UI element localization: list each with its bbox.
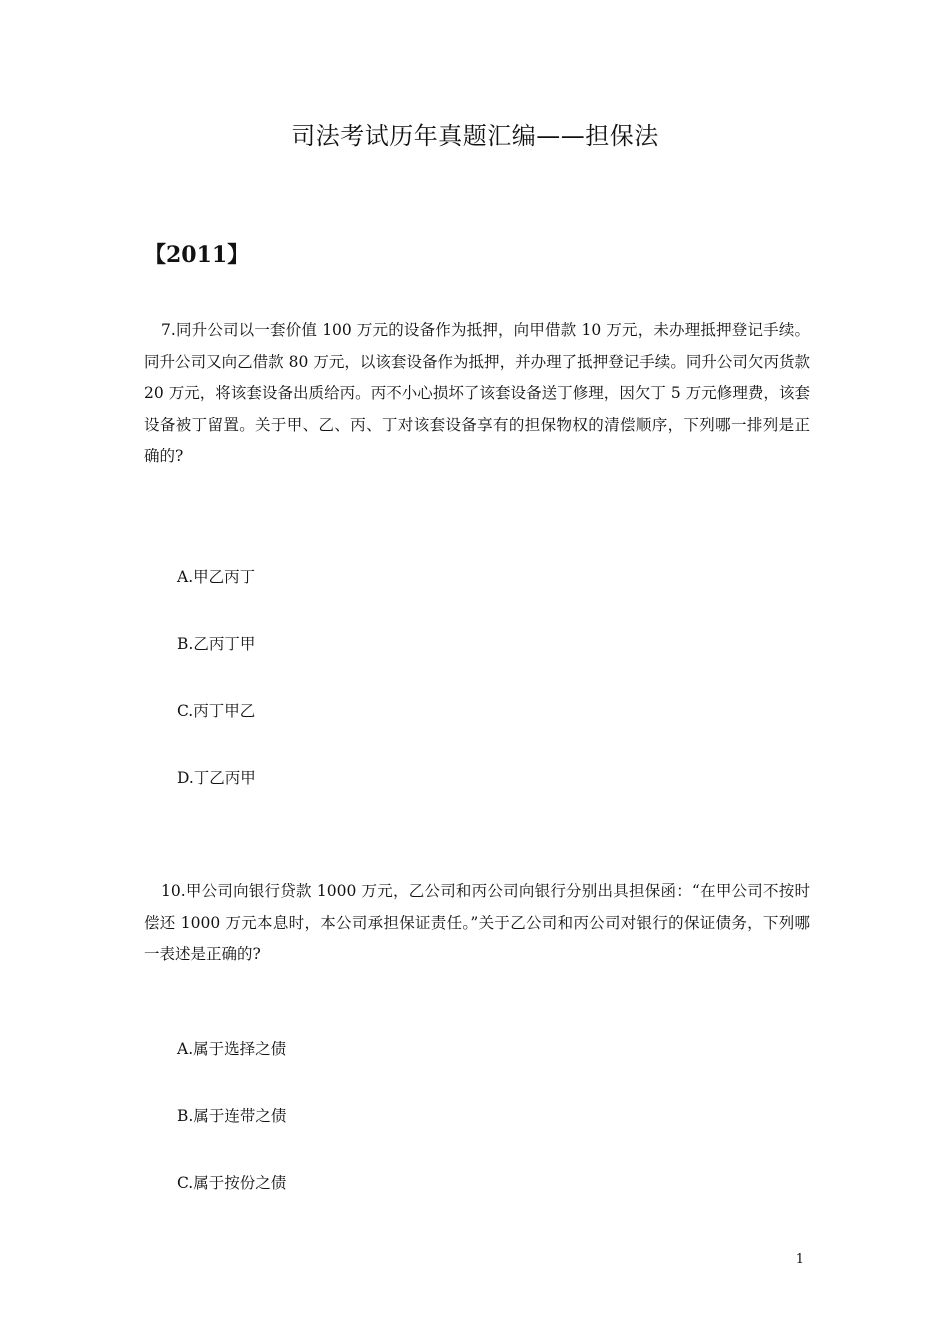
question-7-option-c: C.丙丁甲乙 bbox=[177, 702, 256, 720]
page-number: 1 bbox=[795, 1252, 804, 1267]
question-7-option-a: A.甲乙丙丁 bbox=[177, 568, 256, 586]
question-7-text: 7.同升公司以一套价值 100 万元的设备作为抵押，向甲借款 10 万元，未办理抵押登记手续。同升公司又向乙借款 80 万元，以该套设备作为抵押，并办理了抵押登记手续。同升公司欠丙货款 20 万元，将该套设备出质给丙。丙不小心损坏了该套设备送丁修理，因欠丁 5 万元修理费，该套设备被丁留置。关于甲、乙、丙、丁对该套设备享有的担保物权的清偿顺序，下列哪一排列是正确的? bbox=[144, 321, 810, 465]
page-title: 司法考试历年真题汇编——担保法 bbox=[291, 122, 659, 150]
section-year-heading: 【2011】 bbox=[144, 242, 250, 268]
question-10-option-b: B.属于连带之债 bbox=[177, 1107, 287, 1125]
question-10-option-c: C.属于按份之债 bbox=[177, 1174, 287, 1192]
question-7-option-b: B.乙丙丁甲 bbox=[177, 635, 256, 653]
question-10-option-a: A.属于选择之债 bbox=[177, 1040, 287, 1058]
question-7-option-d: D.丁乙丙甲 bbox=[177, 769, 256, 787]
question-10-text: 10.甲公司向银行贷款 1000 万元，乙公司和丙公司向银行分别出具担保函：“在甲公司不按时偿还 1000 万元本息时，本公司承担保证责任。”关于乙公司和丙公司对银行的保证债务，下列哪一表述是正确的? bbox=[144, 882, 810, 963]
